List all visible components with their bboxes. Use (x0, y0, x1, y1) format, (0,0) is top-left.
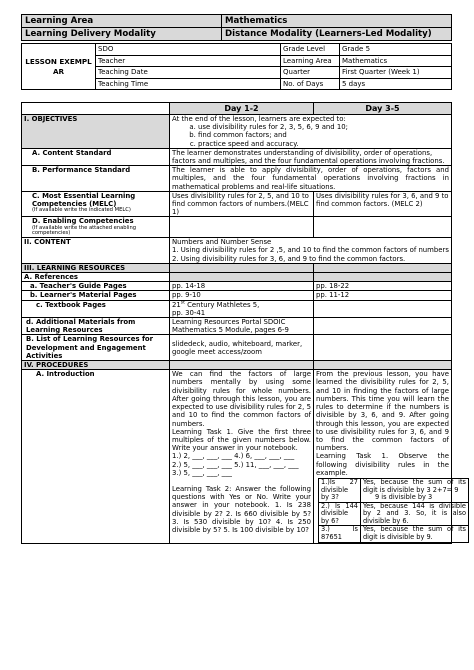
resources-day1 (170, 263, 314, 272)
melc-label: C. Most Essential Learning Competencies (MELC) (32, 191, 136, 209)
example-answer: Yes, because the sum of its digit is divisible by 9. (361, 526, 469, 542)
blank-line: 1.) 2, ___, ___, ___ 4.) 6, ___, ___, ___ (172, 452, 295, 461)
enabling-note: (If available write the attached enabling competencies) (32, 224, 137, 237)
header-table (21, 14, 452, 41)
references-day2 (314, 273, 452, 282)
blank-head-cell (22, 103, 170, 115)
examples-table (318, 478, 469, 543)
performance-standard-text: The learner is able to apply divisibility, order of operations, factors and multiples, and the four fundamental operations involving fractions in mathematical problems and real-life situations. (170, 166, 452, 192)
teachers-guide-label: a. Teacher's Guide Pages (22, 282, 170, 291)
teaching-date-label: Teaching Date (96, 67, 281, 79)
teaching-time-label: Teaching Time (96, 78, 281, 90)
references-label: A. References (22, 273, 170, 282)
learners-material-day1: pp. 9-10 (170, 291, 314, 300)
sdo-label: SDO (96, 44, 281, 56)
quarter-value: First Quarter (Week 1) (340, 67, 452, 79)
objective-item: a. use divisibility rules for 2, 3, 5, 6, 9 and 10; (198, 123, 449, 131)
melc-label-cell (22, 191, 170, 217)
example-question: 1.)Is 27 divisible by 3? (319, 478, 361, 502)
content-line-3: 2. Using divisibility rules for 3, 6, and 9 to find the common factors. (172, 254, 406, 263)
objectives-label: I. OBJECTIVES (22, 115, 170, 149)
grade-level-value: Grade 5 (340, 44, 452, 56)
textbook-number: 21 (172, 300, 181, 309)
example-question: 3.) Is 87651 (319, 526, 361, 542)
melc-note: (If available write the indicated MELC) (32, 207, 131, 214)
example-question: 2.) Is 144 divisible by 6? (319, 502, 361, 526)
intro-day1-task1: Learning Task 1. Give the first three multiples of the given numbers below. Write your answer in your notebook. (172, 427, 311, 453)
introduction-day2 (314, 370, 466, 543)
procedures-day1 (170, 361, 314, 370)
performance-standard-label: B. Performance Standard (22, 166, 170, 192)
additional-materials-cell (170, 318, 314, 335)
objectives-cell (170, 115, 452, 149)
example-row (319, 502, 469, 526)
introduction-day1 (170, 370, 314, 543)
teachers-guide-day1: pp. 14-18 (170, 282, 314, 291)
lesson-exemplar-label: LESSON EXEMPL AR (22, 44, 96, 90)
content-line-2: 1. Using divisibility rules for 2 ,5, and 10 to find the common factors of numbers (172, 246, 449, 255)
example-answer: Yes, because the sum of its digit is divisible by 3 2+7= 9 (363, 477, 466, 494)
example-answer-extra: 9 is divisible by 3 (375, 493, 433, 502)
quarter-label: Quarter (281, 67, 340, 79)
enabling-label: D. Enabling Competencies (32, 217, 134, 226)
resource-list-label: B. List of Learning Resources for Development and Engagement Activities (22, 335, 170, 361)
resource-list-value: slidedeck, audio, whiteboard, marker, google meet access/zoom (170, 335, 314, 361)
objective-item: c. practice speed and accuracy. (198, 140, 449, 148)
introduction-label: A. Introduction (22, 370, 170, 543)
grade-level-label: Grade Level (281, 44, 340, 56)
content-cell (170, 238, 452, 264)
content-standard-label: A. Content Standard (22, 148, 170, 165)
intro-day1-text: We can find the factors of large numbers mentally by using some divisibility rules for whole numbers. After going through this lesson, you are expected to use divisibility rules for 2, 5 and 10 to find the common factors of numbers. (172, 370, 311, 428)
additional-materials-day2 (314, 318, 452, 335)
enabling-day2 (314, 217, 452, 238)
resources-day2 (314, 263, 452, 272)
procedures-label: IV. PROCEDURES (22, 361, 170, 370)
textbook-name: Century Mathletes 5, (184, 300, 260, 309)
learning-area-label-2: Learning Area (281, 55, 340, 67)
objectives-list (172, 123, 449, 148)
day-2-header: Day 3-5 (314, 103, 452, 115)
objectives-intro: At the end of the lesson, learners are expected to: (172, 115, 346, 123)
textbook-title (172, 301, 311, 309)
learners-material-day2: pp. 11-12 (314, 291, 452, 300)
references-day1 (170, 273, 314, 282)
additional-line-1: Learning Resources Portal SDOIC (172, 318, 286, 327)
spacer (172, 477, 311, 485)
melc-day2: Uses divisibility rules for 3, 6, and 9 to find common factors. (MELC 2) (314, 191, 452, 217)
objective-item: b. find common factors; and (198, 131, 449, 139)
learning-area-value: Mathematics (222, 15, 452, 28)
additional-line-2: Mathematics 5 Module, pages 6-9 (172, 326, 289, 335)
intro-day2-task1: Learning Task 1. Observe the following divisibility rules in the example. (316, 452, 449, 477)
learners-material-label: b. Learner's Material Pages (22, 291, 170, 300)
textbook-sup: st (180, 300, 185, 306)
example-row (319, 526, 469, 542)
textbook-day2 (314, 300, 452, 317)
blank-line: 2.) 5, ___, ___, ___ 5.) 11, ___, ___, ___ (172, 460, 299, 469)
lesson-plan-table (21, 102, 466, 544)
intro-day1-task2: Learning Task 2: Answer the following questions with Yes or No. Write your answer in your notebook. 1. Is 238 divisible by 2? 2. Is 660 divisible by 5? 3. Is 530 divisible by 10? 4. Is 250 divisible by 5? 5. Is 100 divisible by 10? (172, 484, 311, 534)
modality-value: Distance Modality (Learners-Led Modality) (222, 28, 452, 41)
teacher-label: Teacher (96, 55, 281, 67)
textbook-cell (170, 300, 314, 317)
modality-label: Learning Delivery Modality (22, 28, 222, 41)
textbook-pages: pp. 30-41 (172, 308, 206, 317)
blank-line: 3.) 5, ___, ___, ___ (172, 468, 232, 477)
melc-day1: Uses divisibility rules for 2, 5, and 10 to find common factors of numbers.(MELC 1) (170, 191, 314, 217)
content-label: II. CONTENT (22, 238, 170, 264)
days-value: 5 days (340, 78, 452, 90)
teachers-guide-day2: pp. 18-22 (314, 282, 452, 291)
resource-list-day2 (314, 335, 452, 361)
example-row (319, 478, 469, 502)
info-table (21, 43, 452, 90)
learning-area-label: Learning Area (22, 15, 222, 28)
content-line-1: Numbers and Number Sense (172, 238, 272, 247)
enabling-label-cell (22, 217, 170, 238)
learning-area-value-2: Mathematics (340, 55, 452, 67)
procedures-day2 (314, 361, 452, 370)
example-answer: Yes, because 144 is divisible by 2 and 3. So, it is also divisible by 6. (361, 502, 469, 526)
content-standard-text: The learner demonstrates understanding of divisibility, order of operations, factors and multiples, and the four fundamental operations involving fractions. (170, 148, 452, 165)
day-1-header: Day 1-2 (170, 103, 314, 115)
additional-materials-label: d. Additional Materials from Learning Resources (22, 318, 170, 335)
enabling-day1 (170, 217, 314, 238)
resources-label: III. LEARNING RESOURCES (22, 263, 170, 272)
textbook-label: c. Textbook Pages (22, 300, 170, 317)
days-label: No. of Days (281, 78, 340, 90)
example-answer-cell (361, 478, 469, 502)
intro-day2-text: From the previous lesson, you have learned the divisibility rules for 2, 5, and 10 in finding the factors of large numbers. This time you will learn the rules to determine if the numbers is divisible by 3, 6, and 9. After going through this lesson, you are expected to use divisibility rules for 3, 6, and 9 to find the common factors of numbers. (316, 370, 449, 453)
